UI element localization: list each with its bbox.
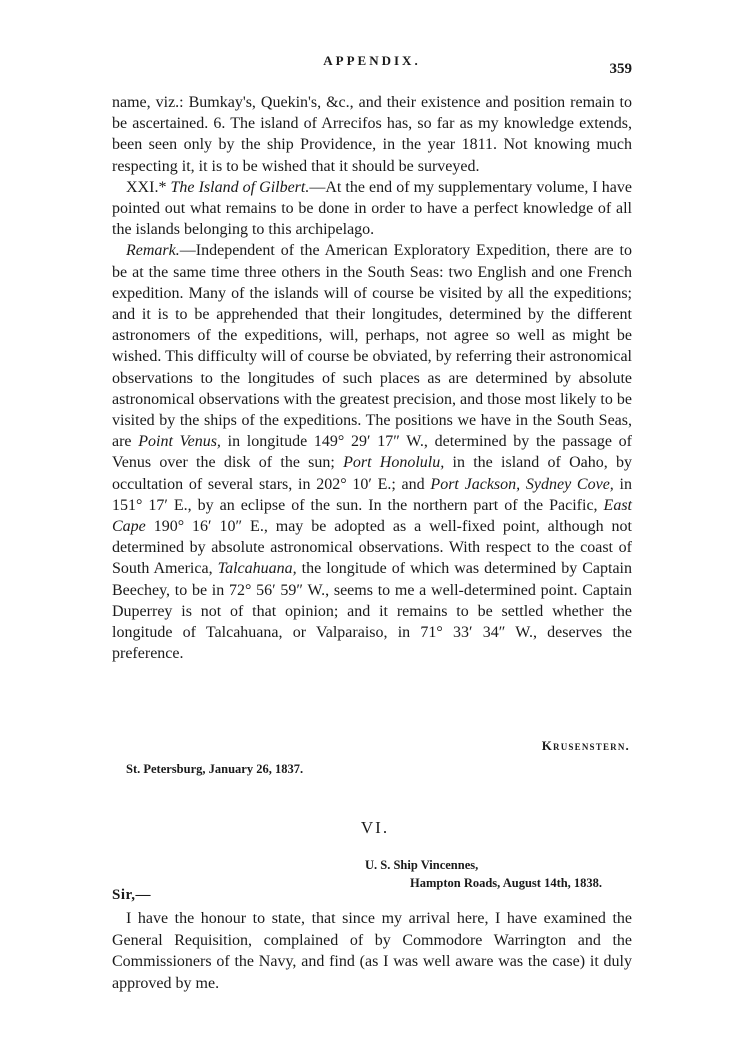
address-line-2: Hampton Roads, August 14th, 1838. [410, 876, 603, 890]
remark-text: the longitude of which was determined by Captain Beechey, to be in 72° 56′ 59″ W., seems to me a well-determined point. Captain Duperrey is not of that opinion; and it remains to be settled whether the longitude of Talcahuana, or Valparaiso, in 71° 33′ 34″ W., deserves the preference. [112, 560, 633, 663]
item-text: —At the end of my supplementary volume, I have pointed out what remains to be done in order to have a perfect knowledge of all the islands belonging to this archipelago. [112, 178, 632, 239]
salutation: Sir,— [112, 887, 152, 903]
remark-text: 190° 16′ 10″ E., may be adopted as a well-fixed point, although not determined by absolute astronomical observations. With respect to the coast of South America, [112, 518, 632, 578]
paragraph-continuation: name, viz.: Bumkay's, Quekin's, &c., and their existence and position remain to be ascertained. 6. The island of Arrecifos has, so far as my knowledge extends, been seen only by the ship Providence, in the year 1811. Not knowing much respecting it, it is to be wished that it should be surveyed. [112, 94, 632, 175]
remark-label: Remark. [126, 242, 180, 260]
remark-text: in longitude 149° 29′ 17″ W., determined by the passage of Venus over the disk of the sun; [112, 433, 633, 472]
paragraph-remark [112, 240, 632, 664]
letter-body [112, 908, 632, 994]
remark-text: in 151° 17′ E., by an eclipse of the sun. In the northern part of the Pacific, [112, 475, 633, 514]
running-head [112, 53, 632, 77]
section-heading: VI. [360, 818, 390, 837]
signature: Krusenstern. [541, 738, 630, 753]
item-title: The Island of Gilbert. [170, 178, 310, 196]
address-line-1: U. S. Ship Vincennes, [365, 858, 479, 872]
place-name: Port Honolulu, [343, 454, 445, 472]
page-number: 359 [609, 61, 632, 77]
place-name: Point Venus, [138, 433, 221, 451]
item-number: XXI.* [126, 178, 167, 196]
body-text [112, 92, 632, 664]
paragraph-gilbert [112, 177, 632, 241]
remark-text: in the island of Oaho, by occultation of several stars, in 202° 10′ E.; and [112, 454, 633, 493]
place-name: Port Jackson, Sydney Cove, [430, 475, 614, 493]
letter-paragraph: I have the honour to state, that since my arrival here, I have examined the General Requisition, complained of by Commodore Warrington and the Commissioners of the Navy, and find (as I was well aware was the case) it duly approved by me. [112, 910, 632, 992]
place-name: Talcahuana, [217, 560, 297, 578]
remark-text: —Independent of the American Exploratory Expedition, there are to be at the same time three others in the South Seas: two English and one French expedition. Many of the islands will of course be visited by all the expeditions; and it is to be apprehended that their longitudes, determined by the different astronomers of the expeditions, will, perhaps, not agree so well as might be wished. This difficulty will of course be obviated, by referring their astronomical observations to the longitudes of such places as are determined by absolute astronomical observations with the greatest precision, and those most likely to be visited by the ships of the expeditions. The positions we have in the South Seas, are [112, 242, 632, 451]
place-name: East Cape [112, 496, 632, 536]
running-title: APPENDIX. [323, 53, 421, 68]
dateline: St. Petersburg, January 26, 1837. [126, 762, 304, 776]
